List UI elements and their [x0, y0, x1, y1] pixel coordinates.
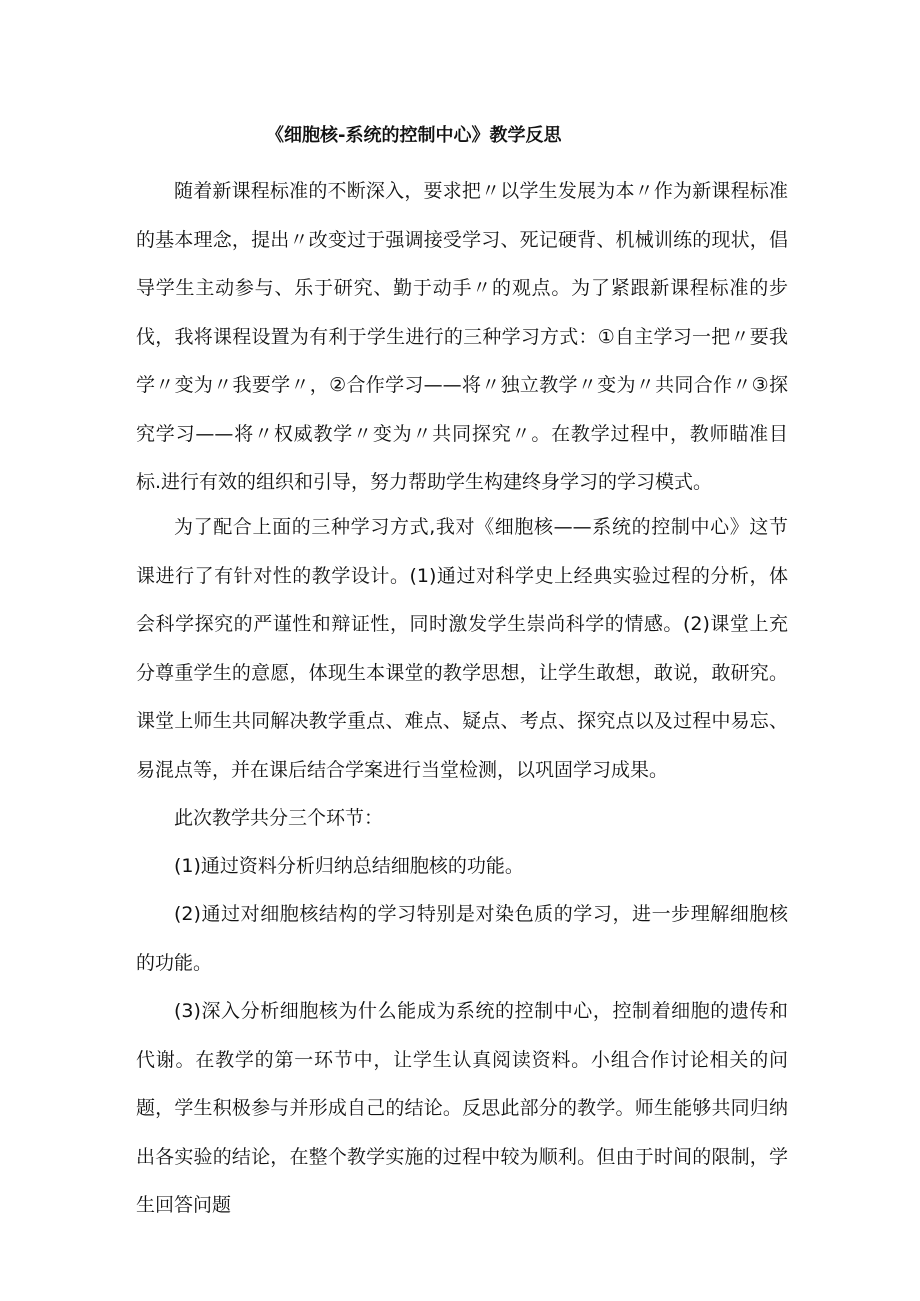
- document-title: 《细胞核-系统的控制中心》教学反思: [266, 125, 562, 146]
- paragraph-intro: 随着新课程标准的不断深入，要求把〃以学生发展为本〃作为新课程标准的基本理念，提出〃改变过于强调接受学习、死记硬背、机械训练的现状，倡导学生主动参与、乐于研究、勤于动手〃的观点。为了紧跟新课程标准的步伐，我将课程设置为有利于学生进行的三种学习方式：①自主学习一把〃要我学〃变为〃我要学〃，②合作学习——将〃独立教学〃变为〃共同合作〃③探究学习——将〃权威教学〃变为〃共同探究〃。在教学过程中，教师瞄准目标.进行有效的组织和引导，努力帮助学生构建终身学习的学习模式。: [136, 180, 788, 493]
- paragraph-stage-3: (3)深入分析细胞核为什么能成为系统的控制中心，控制着细胞的遗传和代谢。在教学的第一环节中，让学生认真阅读资料。小组合作讨论相关的问题，学生积极参与并形成自己的结论。反思此部分的教学。师生能够共同归纳出各实验的结论，在整个教学实施的过程中较为顺利。但由于时间的限制，学生回答问题: [136, 1000, 788, 1216]
- paragraph-stage-1: (1)通过资料分析归纳总结细胞核的功能。: [174, 855, 524, 877]
- paragraph-stages-intro: 此次教学共分三个环节：: [174, 807, 384, 829]
- paragraph-design: 为了配合上面的三种学习方式,我对《细胞核——系统的控制中心》这节课进行了有针对性的教学设计。(1)通过对科学史上经典实验过程的分析，体会科学探究的严谨性和辩证性，同时激发学生崇尚科学的情感。(2)课堂上充分尊重学生的意愿，体现生本课堂的教学思想，让学生敢想，敢说，敢研究。课堂上师生共同解决教学重点、难点、疑点、考点、探究点以及过程中易忘、易混点等，并在课后结合学案进行当堂检测，以巩固学习成果。: [136, 516, 788, 781]
- paragraph-stage-2: (2)通过对细胞核结构的学习特别是对染色质的学习，进一步理解细胞核的功能。: [136, 903, 788, 974]
